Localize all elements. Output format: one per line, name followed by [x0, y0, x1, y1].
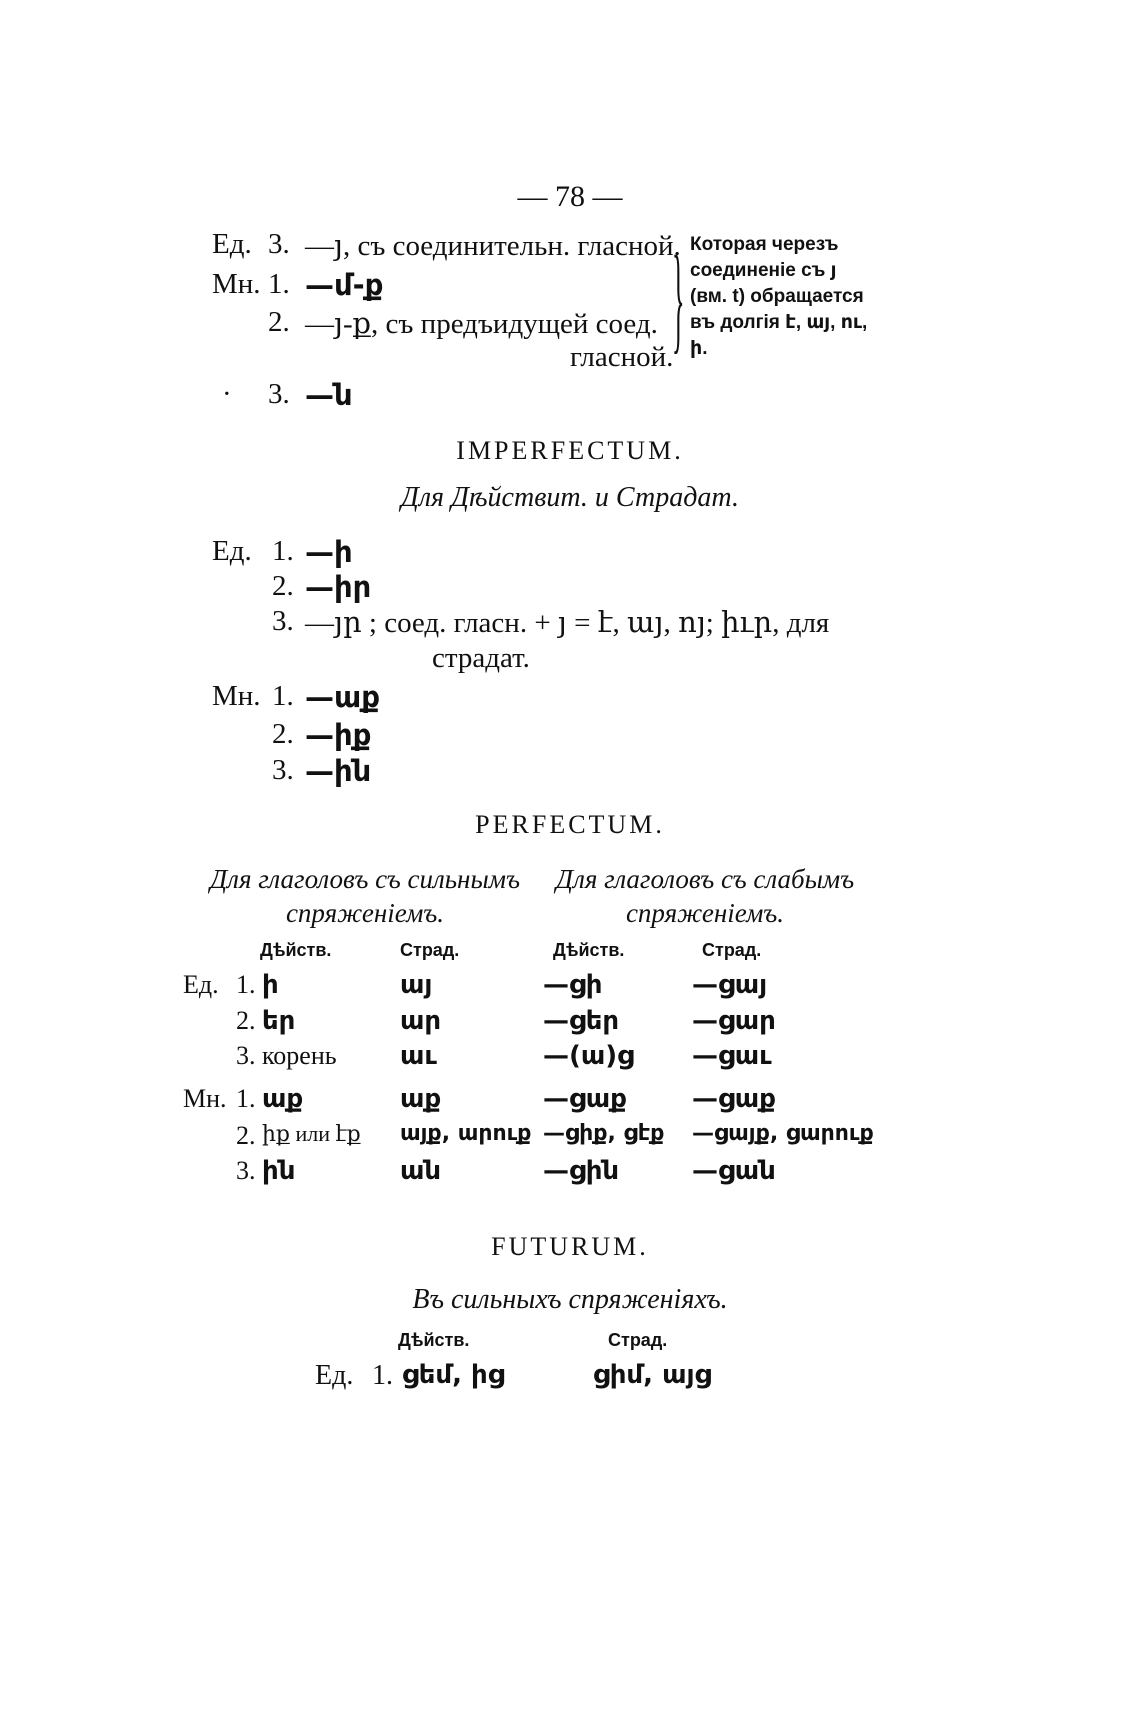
futurum-subheading: Въ сильныхъ спряженіяхъ. — [412, 1284, 728, 1315]
row-number: 1. — [268, 268, 290, 300]
table-cell: իք или էք — [262, 1121, 361, 1146]
column-header: Дѣйств. — [398, 1330, 470, 1350]
table-cell: —ցաւ — [692, 1041, 772, 1071]
table-cell: —ցաք — [692, 1084, 776, 1114]
row-label: Ед. — [212, 228, 252, 260]
table-cell: ար — [400, 1006, 442, 1036]
row-text: страдат. — [432, 642, 530, 674]
row-label: Ед. — [212, 535, 252, 567]
table-cell: այք, արուք — [400, 1121, 532, 1146]
row-text: гласной. — [570, 341, 674, 373]
table-cell: —ցի — [543, 970, 603, 1000]
table-cell: —ցաք — [543, 1084, 627, 1114]
row-label: Мн. — [212, 268, 261, 300]
column-header: Дѣйств. — [553, 940, 625, 960]
row-text: —իք — [305, 718, 372, 752]
row-label: · — [222, 378, 232, 410]
row-text: —իր — [305, 570, 372, 604]
row-text: —մ-ք — [305, 268, 384, 302]
row-text: —ն — [305, 378, 353, 412]
table-cell: —ցայ — [692, 970, 768, 1000]
row-number: 2. — [236, 1006, 256, 1035]
futurum-heading: FUTURUM. — [491, 1232, 649, 1261]
row-number: 3. — [268, 228, 290, 260]
imperfectum-subheading: Для Дѣйствит. и Страдат. — [401, 482, 739, 513]
table-cell: ի — [262, 970, 279, 1000]
table-cell: —ցեր — [543, 1006, 620, 1036]
table-cell: —ցար — [692, 1006, 776, 1036]
row-number: 3. — [268, 378, 290, 410]
row-number: 2. — [272, 570, 294, 602]
perfectum-right-subheading: Для глаголовъ съ слабымъ спряженіемъ. — [555, 864, 855, 928]
row-label: Мн. — [183, 1084, 227, 1113]
table-cell: աք — [262, 1084, 304, 1114]
row-number: 1. — [272, 680, 294, 712]
row-text: —ի — [305, 535, 353, 569]
column-header: Страд. — [702, 940, 762, 960]
row-number: 1. — [372, 1360, 393, 1391]
side-note: Которая черезъ соединеніе съ յ (вм. t) обращается въ долгія է, այ, ու, ի. — [690, 234, 868, 359]
imperfectum-heading: IMPERFECTUM. — [456, 436, 684, 465]
row-text: —յ-ք, съ предъидущей соед. — [305, 308, 658, 340]
table-cell: —(ա)ց — [543, 1041, 634, 1071]
table-cell: այ — [400, 970, 433, 1000]
row-label: Ед. — [315, 1360, 354, 1391]
row-number: 1. — [236, 970, 256, 999]
perfectum-heading: PERFECTUM. — [475, 810, 665, 839]
table-cell: —ցան — [692, 1156, 776, 1186]
column-header: Страд. — [608, 1330, 668, 1350]
table-cell: աք — [400, 1084, 442, 1114]
column-header: Страд. — [400, 940, 460, 960]
table-cell: —ցին — [543, 1156, 620, 1186]
row-number: 3. — [236, 1156, 256, 1185]
row-text: —յ, съ соединительн. гласной. — [305, 230, 681, 262]
brace-icon: } — [672, 232, 685, 366]
row-label: Мн. — [212, 680, 261, 712]
column-header: Дѣйств. — [260, 940, 332, 960]
perfectum-left-subheading: Для глаголовъ съ сильнымъ спряженіемъ. — [210, 864, 520, 928]
row-number: 1. — [236, 1084, 256, 1113]
row-number: 3. — [236, 1041, 256, 1070]
row-text: —աք — [305, 680, 381, 714]
table-cell: ան — [400, 1156, 442, 1186]
table-cell: եր — [262, 1006, 296, 1036]
row-number: 2. — [236, 1121, 256, 1150]
table-cell: —ցիք, ցէք — [543, 1121, 665, 1146]
row-number: 2. — [268, 306, 290, 338]
row-number: 1. — [272, 535, 294, 567]
table-cell: —ցայք, ցարուք — [692, 1121, 874, 1146]
table-cell: ցեմ, ից — [402, 1360, 505, 1390]
row-text: —ին — [305, 754, 372, 788]
table-cell: աւ — [400, 1041, 437, 1071]
table-cell: ցիմ, այց — [593, 1360, 712, 1390]
row-number: 3. — [272, 605, 294, 637]
table-cell: ին — [262, 1156, 296, 1186]
table-cell: корень — [262, 1041, 337, 1070]
row-text: —յր ; соед. гласн. + յ = է, այ, ոյ; իւր, для — [305, 607, 830, 639]
page-number: — 78 — — [517, 180, 623, 213]
row-label: Ед. — [183, 970, 219, 999]
row-number: 2. — [272, 718, 294, 750]
row-number: 3. — [272, 754, 294, 786]
